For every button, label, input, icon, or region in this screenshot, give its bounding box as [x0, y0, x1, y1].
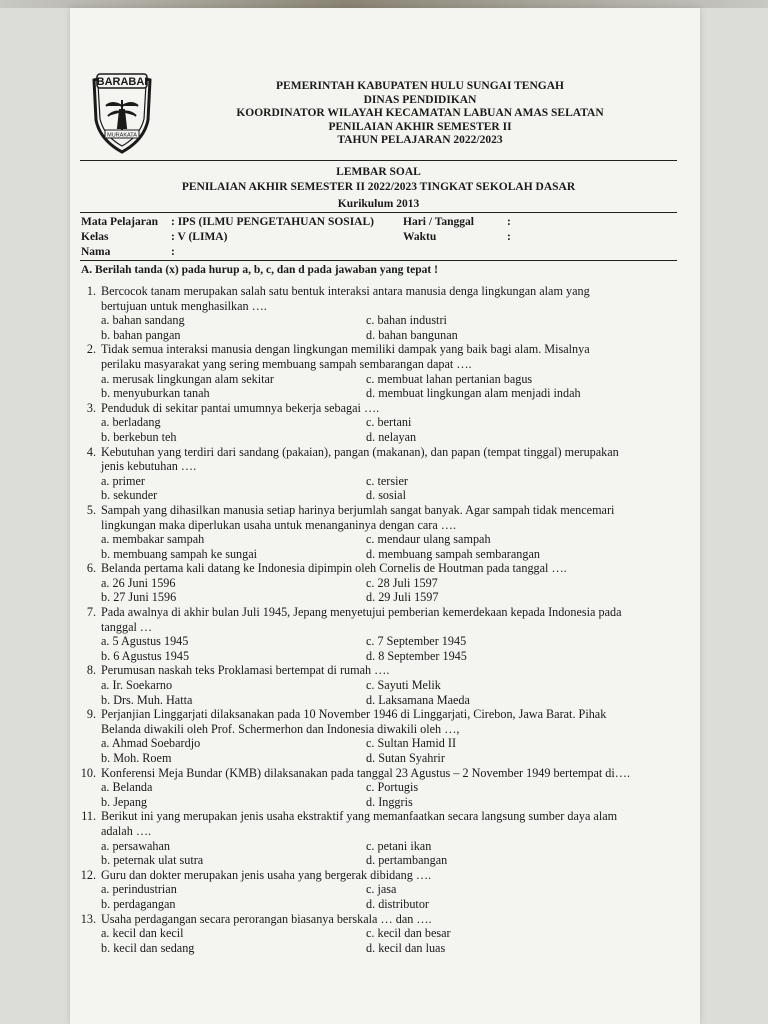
- option-b: b. Moh. Roem: [101, 751, 172, 765]
- letterhead-divider: [80, 160, 677, 161]
- question-text: Kebutuhan yang terdiri dari sandang (pakaian), pangan (makanan), dan papan (tempat tinggal) merupakan: [101, 444, 619, 459]
- option-d: d. Inggris: [366, 794, 413, 809]
- question-number: 6.: [86, 561, 96, 576]
- question-number: 4.: [86, 444, 96, 459]
- kop-line-government: PEMERINTAH KABUPATEN HULU SUNGAI TENGAH: [276, 80, 564, 92]
- option-b: b. sekunder: [101, 488, 158, 503]
- option-a: a. membakar sampah: [101, 532, 205, 547]
- option-a: a. perindustrian: [101, 882, 177, 897]
- day-label: Hari / Tanggal: [403, 216, 474, 228]
- class-value: : V (LIMA): [171, 231, 228, 243]
- sheet-title: LEMBAR SOAL: [336, 166, 421, 178]
- answer-options: [73, 839, 677, 868]
- option-c: c. 7 September 1945: [366, 634, 467, 649]
- answer-options: [73, 780, 677, 809]
- question-text-line: [73, 342, 677, 357]
- question-item: [73, 342, 677, 400]
- option-b: b. berkebun teh: [101, 429, 177, 444]
- option-c: c. Portugis: [366, 780, 419, 795]
- option-c: c. membuat lahan pertanian bagus: [366, 371, 533, 386]
- option-a: a. Ir. Soekarno: [101, 678, 173, 693]
- question-number: 5.: [86, 502, 96, 517]
- option-d: d. Sutan Syahrir: [366, 751, 445, 765]
- option-d: d. kecil dan luas: [366, 940, 446, 955]
- logo-text: BARABAI: [96, 76, 148, 88]
- question-text: bertujuan untuk menghasilkan ….: [101, 298, 267, 313]
- option-c: c. kecil dan besar: [366, 926, 451, 941]
- question-text-line: [73, 445, 677, 460]
- question-number: 3.: [86, 400, 96, 415]
- instruction-text: A. Berilah tanda (x) pada hurup a, b, c, dan d pada jawaban yang tepat !: [81, 264, 438, 276]
- letterhead: [170, 80, 670, 148]
- question-text-line: [73, 722, 677, 737]
- answer-options: [73, 736, 677, 765]
- option-c: c. 28 Juli 1597: [366, 575, 438, 590]
- question-text-line: [73, 868, 677, 883]
- time-value: :: [507, 231, 511, 243]
- question-text-line: [73, 518, 677, 533]
- question-text-line: [73, 459, 677, 474]
- answer-options: [73, 576, 677, 605]
- option-b: b. peternak ulat sutra: [101, 853, 204, 868]
- question-item: [73, 766, 677, 810]
- answer-options: [73, 678, 677, 707]
- question-text: Belanda pertama kali datang ke Indonesia dipimpin oleh Cornelis de Houtman pada tanggal ….: [101, 561, 567, 576]
- subject-label: Mata Pelajaran: [81, 216, 158, 228]
- question-text-line: [73, 357, 677, 372]
- option-b: b. menyuburkan tanah: [101, 386, 210, 401]
- option-c: c. Sultan Hamid II: [366, 736, 457, 751]
- option-b: b. kecil dan sedang: [101, 940, 195, 955]
- option-b: b. Jepang: [101, 794, 148, 809]
- question-text-line: [73, 561, 677, 576]
- question-text: jenis kebutuhan ….: [101, 459, 197, 474]
- option-a: a. primer: [101, 473, 145, 488]
- curriculum-label: Kurikulum 2013: [337, 198, 420, 210]
- question-text: lingkungan maka diperlukan usaha untuk menanganinya dengan cara ….: [101, 517, 457, 532]
- question-text-line: [73, 620, 677, 635]
- option-d: d. distributor: [366, 896, 429, 911]
- question-item: [73, 401, 677, 445]
- time-label: Waktu: [403, 231, 437, 243]
- question-text: Usaha perdagangan secara perorangan biasanya berskala … dan ….: [101, 911, 432, 926]
- option-d: d. 29 Juli 1597: [366, 590, 439, 605]
- kop-line-assessment: PENILAIAN AKHIR SEMESTER II: [328, 120, 512, 133]
- question-text-line: [73, 912, 677, 927]
- question-number: 2.: [86, 342, 96, 357]
- option-d: d. 8 September 1945: [366, 648, 467, 663]
- question-text-line: [73, 809, 677, 824]
- question-text: Sampah yang dihasilkan manusia setiap harinya berjumlah sangat banyak. Agar sampah tidak mencemari: [101, 502, 615, 517]
- option-a: a. 26 Juni 1596: [101, 575, 176, 590]
- option-a: a. persawahan: [101, 838, 171, 853]
- question-item: [73, 912, 677, 956]
- option-b: b. 27 Juni 1596: [101, 590, 177, 605]
- option-c: c. Sayuti Melik: [366, 678, 441, 693]
- question-text: tanggal …: [101, 619, 153, 634]
- question-number: 11.: [81, 809, 96, 824]
- option-c: c. mendaur ulang sampah: [366, 532, 491, 547]
- question-text: adalah ….: [101, 823, 152, 838]
- identity-divider-top: [80, 212, 677, 213]
- question-list: [73, 284, 677, 955]
- name-label: Nama: [81, 246, 111, 258]
- question-text: perilaku masyarakat yang sering membuang sampah sembarangan dapat ….: [101, 356, 472, 371]
- kop-line-year: TAHUN PELAJARAN 2022/2023: [337, 134, 503, 147]
- option-c: c. jasa: [366, 882, 397, 897]
- question-text: Pada awalnya di akhir bulan Juli 1945, Jepang menyetujui pemberian kemerdekaan kepada Indonesia pada: [101, 605, 622, 620]
- question-text: Penduduk di sekitar pantai umumnya bekerja sebagai ….: [101, 400, 380, 415]
- option-c: c. bahan industri: [366, 313, 447, 328]
- option-c: c. tersier: [366, 473, 408, 488]
- question-item: [73, 284, 677, 342]
- option-b: b. 6 Agustus 1945: [101, 648, 190, 663]
- question-text-line: [73, 284, 677, 299]
- option-a: a. bahan sandang: [101, 313, 185, 328]
- question-text-line: [73, 401, 677, 416]
- option-a: a. 5 Agustus 1945: [101, 634, 189, 649]
- class-label: Kelas: [81, 231, 109, 243]
- option-a: a. kecil dan kecil: [101, 926, 184, 941]
- question-text-line: [73, 663, 677, 678]
- question-item: [73, 809, 677, 867]
- question-number: 1.: [86, 284, 96, 298]
- name-value: :: [171, 246, 175, 258]
- answer-options: [73, 372, 677, 401]
- question-text-line: [73, 707, 677, 722]
- question-text: Perjanjian Linggarjati dilaksanakan pada 10 November 1946 di Linggarjati, Cirebon, Jawa Barat. Pihak: [101, 707, 607, 722]
- option-b: b. Drs. Muh. Hatta: [101, 692, 193, 707]
- option-d: d. sosial: [366, 488, 406, 503]
- question-number: 12.: [80, 867, 96, 882]
- answer-options: [73, 634, 677, 663]
- question-text-line: [73, 299, 677, 314]
- student-identity: [81, 215, 677, 260]
- question-text: Perumusan naskah teks Proklamasi bertempat di rumah ….: [101, 663, 390, 678]
- logo-banner: MURAKATA: [107, 132, 137, 139]
- option-d: d. Laksamana Maeda: [366, 692, 470, 707]
- question-text: Guru dan dokter merupakan jenis usaha yang bergerak dibidang ….: [101, 867, 432, 882]
- option-b: b. bahan pangan: [101, 327, 181, 342]
- option-c: c. petani ikan: [366, 838, 432, 853]
- option-b: b. perdagangan: [101, 896, 176, 911]
- answer-options: [73, 926, 677, 955]
- question-text-line: [73, 824, 677, 839]
- kop-line-agency: DINAS PENDIDIKAN: [363, 93, 477, 106]
- question-number: 8.: [86, 663, 96, 678]
- question-text-line: [73, 766, 677, 781]
- question-text: Bercocok tanam merupakan salah satu bentuk interaksi antara manusia denga lingkungan alam yang: [101, 284, 590, 298]
- answer-options: [73, 532, 677, 561]
- option-d: d. membuang sampah sembarangan: [366, 546, 540, 561]
- regency-shield-icon: [88, 70, 156, 154]
- question-item: [73, 605, 677, 663]
- option-d: d. nelayan: [366, 429, 417, 444]
- question-number: 13.: [80, 911, 96, 926]
- option-d: d. pertambangan: [366, 853, 448, 868]
- question-item: [73, 503, 677, 561]
- sheet-subtitle: PENILAIAN AKHIR SEMESTER II 2022/2023 TINGKAT SEKOLAH DASAR: [181, 181, 576, 193]
- option-b: b. membuang sampah ke sungai: [101, 546, 258, 561]
- kop-line-coordinator: KOORDINATOR WILAYAH KECAMATAN LABUAN AMAS SELATAN: [236, 107, 604, 120]
- question-text: Konferensi Meja Bundar (KMB) dilaksanakan pada tanggal 23 Agustus – 2 November 1949 bertempat di….: [101, 765, 631, 780]
- scan-top-edge: [0, 0, 768, 8]
- day-value: :: [507, 216, 511, 228]
- question-item: [73, 868, 677, 912]
- question-text: Belanda diwakili oleh Prof. Schermerhon dan Indonesia diwakili oleh …,: [101, 721, 460, 736]
- answer-options: [73, 474, 677, 503]
- option-d: d. bahan bangunan: [366, 327, 458, 342]
- subject-value: : IPS (ILMU PENGETAHUAN SOSIAL): [171, 216, 374, 228]
- question-number: 9.: [86, 707, 96, 722]
- option-d: d. membuat lingkungan alam menjadi indah: [366, 386, 581, 401]
- question-item: [73, 561, 677, 605]
- question-item: [73, 707, 677, 765]
- answer-options: [73, 313, 677, 342]
- question-item: [73, 663, 677, 707]
- option-a: a. Belanda: [101, 780, 153, 795]
- option-a: a. berladang: [101, 415, 161, 430]
- question-text-line: [73, 605, 677, 620]
- question-text: Tidak semua interaksi manusia dengan lingkungan memiliki dampak yang baik bagi alam. Misalnya: [101, 342, 590, 357]
- question-text: Berikut ini yang merupakan jenis usaha ekstraktif yang memanfaatkan secara langsung sumber daya alam: [101, 809, 618, 824]
- answer-options: [73, 882, 677, 911]
- question-number: 10.: [80, 765, 96, 780]
- question-item: [73, 445, 677, 503]
- answer-options: [73, 415, 677, 444]
- option-c: c. bertani: [366, 415, 412, 430]
- option-a: a. merusak lingkungan alam sekitar: [101, 371, 274, 386]
- question-text-line: [73, 503, 677, 518]
- option-a: a. Ahmad Soebardjo: [101, 736, 201, 751]
- question-number: 7.: [86, 605, 96, 620]
- identity-divider-bottom: [80, 260, 677, 261]
